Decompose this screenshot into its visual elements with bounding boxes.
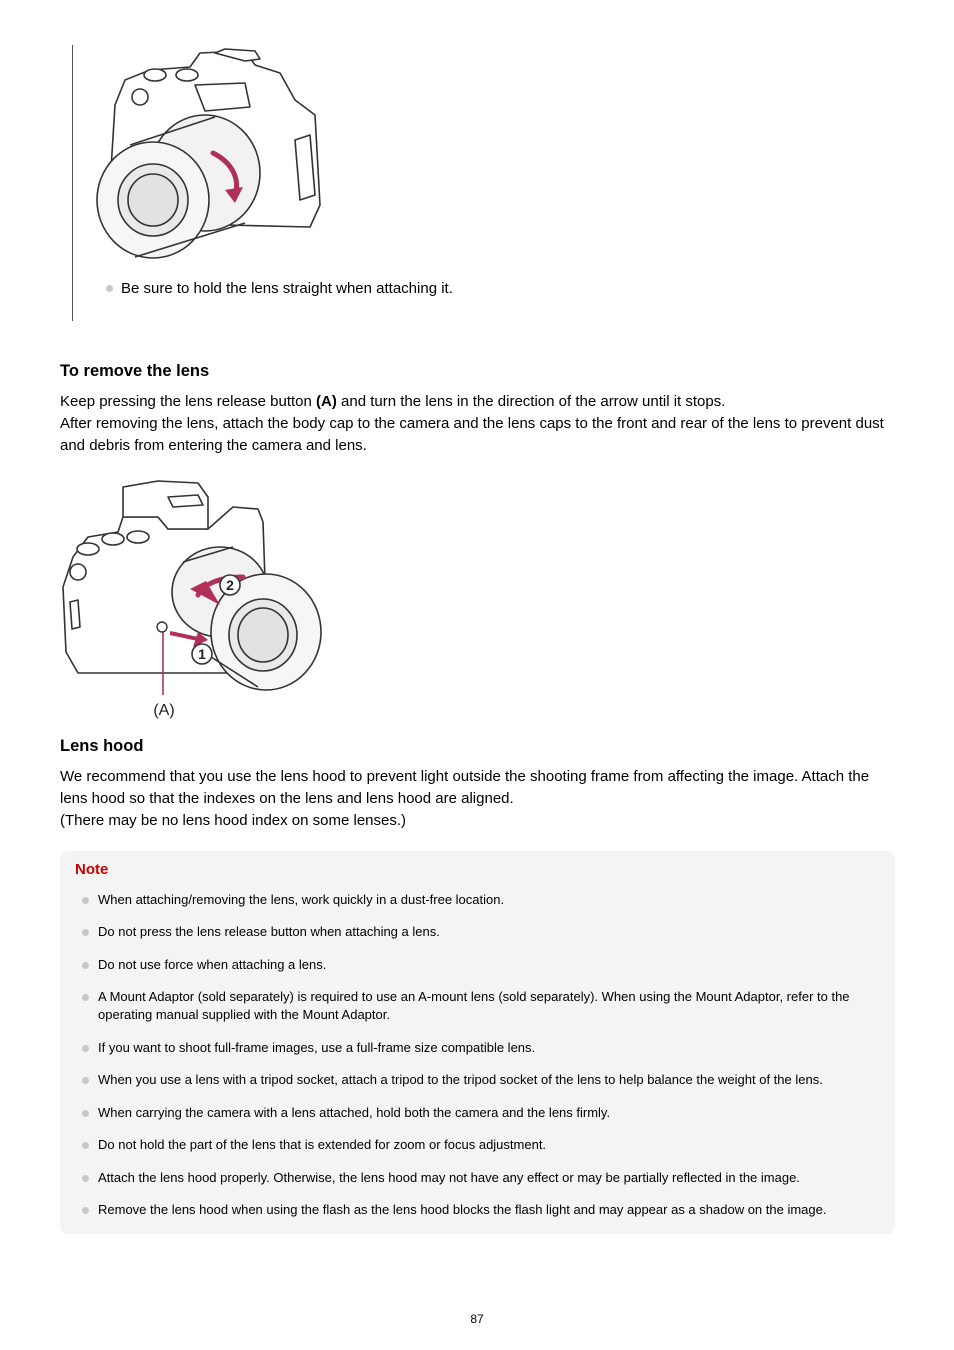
note-item: Do not press the lens release button when attaching a lens. — [82, 923, 888, 941]
note-item: If you want to shoot full-frame images, use a full-frame size compatible lens. — [82, 1039, 888, 1057]
note-box — [60, 851, 895, 1234]
bullet-icon — [82, 897, 89, 904]
bullet-icon — [82, 962, 89, 969]
bullet-icon — [82, 994, 89, 1001]
bullet-icon — [82, 1207, 89, 1214]
lens-hood-heading: Lens hood — [60, 737, 144, 755]
bullet-icon — [82, 1077, 89, 1084]
note-item: When carrying the camera with a lens attached, hold both the camera and the lens firmly. — [82, 1104, 888, 1122]
note-item: Remove the lens hood when using the flash as the lens hood blocks the flash light and may appear as a shadow on the image. — [82, 1201, 888, 1219]
bullet-icon — [82, 1110, 89, 1117]
bullet-icon — [82, 1175, 89, 1182]
note-title: Note — [75, 861, 109, 878]
callout-a-label: (A) — [153, 702, 175, 719]
note-item: When attaching/removing the lens, work quickly in a dust-free location. — [82, 891, 888, 909]
bullet-icon — [82, 929, 89, 936]
indent-rule — [72, 45, 73, 321]
remove-lens-heading: To remove the lens — [60, 362, 210, 380]
lens-hood-text: We recommend that you use the lens hood to prevent light outside the shooting frame from affecting the image. Attach the lens hood so that the indexes on the lens and lens hood are aligned. (There may be no lens hood index on some lenses.) — [60, 768, 870, 829]
step-1-label: 1 — [198, 646, 206, 662]
step-2-label: 2 — [226, 577, 234, 593]
bullet-icon — [82, 1142, 89, 1149]
note-item: A Mount Adaptor (sold separately) is required to use an A-mount lens (sold separately). When using the Mount Adaptor, refer to the operating manual supplied with the Mount Adaptor. — [82, 988, 888, 1024]
attach-bullet: Be sure to hold the lens straight when attaching it. — [106, 279, 453, 299]
bullet-icon — [106, 285, 113, 292]
note-item: When you use a lens with a tripod socket, attach a tripod to the tripod socket of the lens to help balance the weight of the lens. — [82, 1071, 888, 1089]
remove-lens-illustration — [58, 477, 328, 722]
page-number: 87 — [470, 1312, 484, 1326]
bullet-icon — [82, 1045, 89, 1052]
attach-lens-illustration — [95, 45, 335, 265]
note-item: Do not hold the part of the lens that is extended for zoom or focus adjustment. — [82, 1136, 888, 1154]
note-item: Attach the lens hood properly. Otherwise, the lens hood may not have any effect or may be partially reflected in the image. — [82, 1169, 888, 1187]
remove-lens-instructions: Keep pressing the lens release button (A) and turn the lens in the direction of the arrow until it stops. After removing the lens, attach the body cap to the camera and the lens caps to the front and rear of the lens to prevent dust and debris from entering the camera and lens. — [60, 393, 884, 454]
note-item: Do not use force when attaching a lens. — [82, 956, 888, 974]
